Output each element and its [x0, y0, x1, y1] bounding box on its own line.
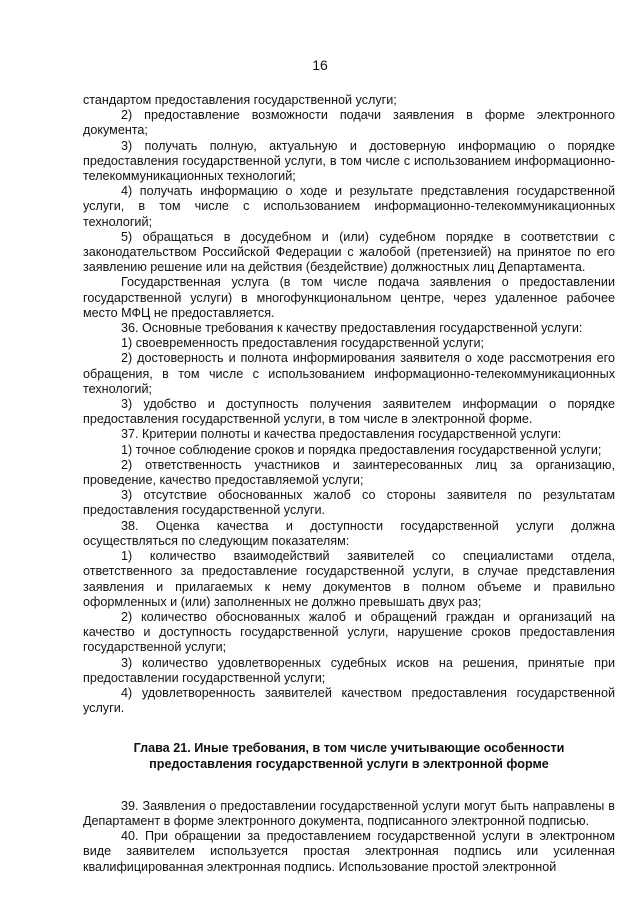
- paragraph: 3) количество удовлетворенных судебных исков на решения, принятые при предоставлении государственной услуги;: [83, 655, 615, 685]
- paragraph: 3) удобство и доступность получения заявителем информации о порядке предоставления государственной услуги, в том числе в электронной форме.: [83, 397, 615, 427]
- page-number: 16: [312, 57, 328, 73]
- paragraphs-before-chapter: [83, 93, 615, 716]
- paragraph: Государственная услуга (в том числе подача заявления о предоставлении государственной услуги) в многофункциональном центре, через удаленное рабочее место МФЦ не предоставляется.: [83, 275, 615, 320]
- paragraph: 4) получать информацию о ходе и результате представления государственной услуги, в том числе с использованием информационно-телекоммуникационных технологий;: [83, 184, 615, 229]
- paragraph: 1) количество взаимодействий заявителей со специалистами отдела, ответственного за предоставление государственной услуги, в случае представления заявления и прилагаемых к нему документов в полном объеме и правильно оформленных и (или) заполненных не должно превышать двух раз;: [83, 549, 615, 609]
- paragraphs-after-chapter: [83, 799, 615, 875]
- document-body: [83, 93, 615, 875]
- chapter-heading: Глава 21. Иные требования, в том числе учитывающие особенности предоставления государственной услуги в электронной форме: [133, 741, 565, 771]
- paragraph: 36. Основные требования к качеству предоставления государственной услуги:: [121, 321, 583, 336]
- paragraph: 4) удовлетворенность заявителей качеством предоставления государственной услуги.: [83, 685, 615, 716]
- paragraph: 38. Оценка качества и доступности государственной услуги должна осуществляться по следующим показателям:: [83, 518, 615, 548]
- paragraph: 3) отсутствие обоснованных жалоб со стороны заявителя по результатам предоставления государственной услуги.: [83, 488, 615, 518]
- paragraph: 1) своевременность предоставления государственной услуги;: [121, 336, 484, 351]
- paragraph: 5) обращаться в досудебном и (или) судебном порядке в соответствии с законодательством Российской Федерации с жалобой (претензией) на принятое по его заявлению решение или на действия (бездействие) должностных лиц Департамента.: [83, 229, 615, 275]
- paragraph: 40. При обращении за предоставлением государственной услуги в электронном виде заявителем используется простая электронная подпись или усиленная квалифицированная электронная подпись. Использование простой электронной: [83, 829, 615, 874]
- paragraph: стандартом предоставления государственной услуги;: [83, 93, 397, 107]
- paragraph: 1) точное соблюдение сроков и порядка предоставления государственной услуги;: [121, 442, 602, 457]
- paragraph: 39. Заявления о предоставлении государственной услуги могут быть направлены в Департамент в форме электронного документа, подписанного электронной подписью.: [83, 798, 615, 828]
- paragraph: 3) получать полную, актуальную и достоверную информацию о порядке предоставления государственной услуги, в том числе с использованием информационно-телекоммуникационных технологий;: [83, 138, 615, 184]
- paragraph: 37. Критерии полноты и качества предоставления государственной услуги:: [121, 427, 562, 442]
- paragraph: 2) предоставление возможности подачи заявления в форме электронного документа;: [83, 108, 615, 138]
- paragraph: 2) количество обоснованных жалоб и обращений граждан и организаций на качество и доступность государственной услуги, нарушение сроков предоставления государственной услуги;: [83, 609, 615, 655]
- paragraph: 2) ответственность участников и заинтересованных лиц за организацию, проведение, качество предоставляемой услуги;: [83, 457, 615, 488]
- paragraph: 2) достоверность и полнота информирования заявителя о ходе рассмотрения его обращения, в том числе с использованием информационно-телекоммуникационных технологий;: [83, 351, 615, 396]
